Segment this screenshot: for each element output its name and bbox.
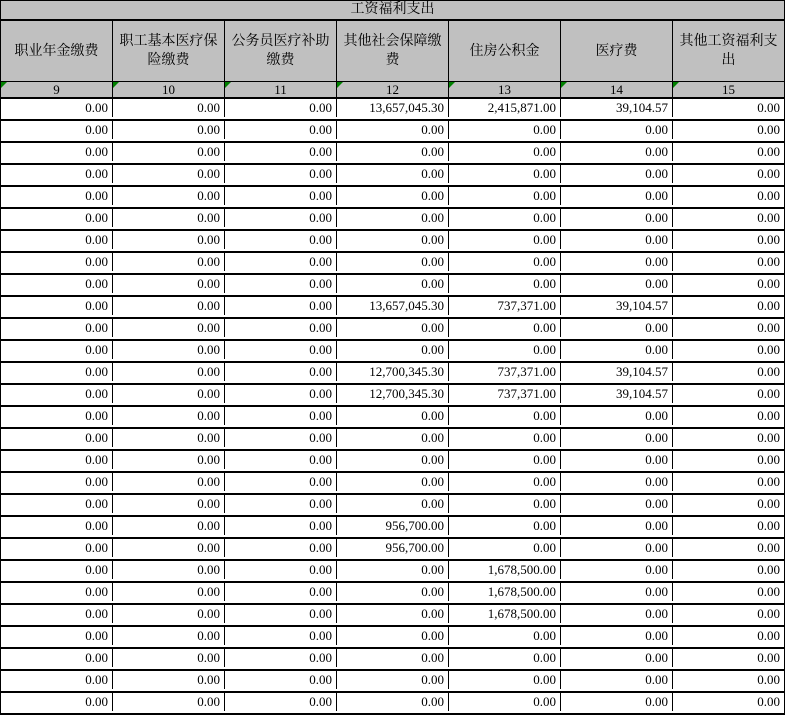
cell[interactable]: 0.00: [225, 143, 337, 161]
cell[interactable]: 0.00: [561, 539, 673, 557]
cell[interactable]: 0.00: [1, 671, 113, 689]
cell[interactable]: 0.00: [561, 275, 673, 293]
cell[interactable]: 39,104.57: [561, 99, 673, 117]
cell[interactable]: 0.00: [673, 605, 784, 623]
column-number-label: 13: [498, 82, 511, 97]
cell[interactable]: 0.00: [673, 341, 784, 359]
column-number-label: 12: [386, 82, 399, 97]
table-row: [1, 209, 784, 231]
cell[interactable]: 0.00: [113, 407, 225, 425]
cell[interactable]: 0.00: [337, 231, 449, 249]
cell[interactable]: 0.00: [561, 121, 673, 139]
cell[interactable]: 0.00: [673, 209, 784, 227]
cell[interactable]: 0.00: [449, 143, 561, 161]
table-row: [1, 363, 784, 385]
cell[interactable]: 0.00: [449, 341, 561, 359]
cell[interactable]: 0.00: [1, 429, 113, 447]
cell[interactable]: 0.00: [1, 539, 113, 557]
cell[interactable]: 0.00: [449, 253, 561, 271]
cell[interactable]: 0.00: [225, 341, 337, 359]
cell[interactable]: 0.00: [337, 583, 449, 601]
cell[interactable]: 0.00: [673, 297, 784, 315]
cell[interactable]: 0.00: [225, 671, 337, 689]
cell[interactable]: 0.00: [113, 539, 225, 557]
cell[interactable]: 0.00: [673, 583, 784, 601]
table-row: [1, 231, 784, 253]
cell[interactable]: 0.00: [561, 429, 673, 447]
table-row: [1, 627, 784, 649]
cell[interactable]: 0.00: [561, 319, 673, 337]
cell[interactable]: 0.00: [113, 605, 225, 623]
cell[interactable]: 0.00: [673, 363, 784, 381]
cell[interactable]: 0.00: [337, 429, 449, 447]
table-row: [1, 319, 784, 341]
cell[interactable]: 0.00: [561, 451, 673, 469]
cell[interactable]: 0.00: [225, 121, 337, 139]
cell[interactable]: 0.00: [673, 143, 784, 161]
cell[interactable]: 0.00: [561, 473, 673, 491]
cell[interactable]: 0.00: [225, 429, 337, 447]
table-row: [1, 649, 784, 671]
cell[interactable]: 0.00: [113, 517, 225, 535]
cell[interactable]: 0.00: [337, 451, 449, 469]
cell[interactable]: 0.00: [337, 121, 449, 139]
cell[interactable]: 0.00: [673, 649, 784, 667]
table-row: [1, 121, 784, 143]
cell[interactable]: 0.00: [113, 297, 225, 315]
table-row: [1, 297, 784, 319]
cell[interactable]: 0.00: [673, 517, 784, 535]
cell[interactable]: 0.00: [1, 253, 113, 271]
table-row: [1, 605, 784, 627]
cell[interactable]: 0.00: [113, 429, 225, 447]
table-row: [1, 539, 784, 561]
cell[interactable]: 0.00: [113, 363, 225, 381]
column-header-label: 公务员医疗补助缴费: [231, 34, 330, 68]
column-header-6[interactable]: [561, 21, 673, 81]
table-row: [1, 517, 784, 539]
cell[interactable]: 13,657,045.30: [337, 297, 449, 315]
cell[interactable]: 0.00: [561, 253, 673, 271]
cell[interactable]: 0.00: [337, 187, 449, 205]
cell[interactable]: 0.00: [1, 143, 113, 161]
cell-flag-triangle-icon: [673, 82, 679, 88]
cell[interactable]: 0.00: [673, 451, 784, 469]
cell[interactable]: 1,678,500.00: [449, 583, 561, 601]
column-number-row: [1, 82, 784, 99]
cell[interactable]: 0.00: [113, 209, 225, 227]
cell[interactable]: 0.00: [673, 165, 784, 183]
cell[interactable]: 0.00: [337, 341, 449, 359]
cell[interactable]: 0.00: [449, 429, 561, 447]
column-header-2[interactable]: [113, 21, 225, 81]
column-number-label: 10: [162, 82, 175, 97]
cell[interactable]: 0.00: [225, 297, 337, 315]
cell[interactable]: 0.00: [225, 275, 337, 293]
cell[interactable]: 0.00: [113, 495, 225, 513]
cell[interactable]: 0.00: [449, 209, 561, 227]
cell[interactable]: 0.00: [113, 693, 225, 711]
column-header-label: 其他工资福利支出: [679, 34, 778, 68]
cell-flag-triangle-icon: [449, 82, 455, 88]
table-row: [1, 385, 784, 407]
cell[interactable]: 0.00: [1, 297, 113, 315]
cell[interactable]: 0.00: [561, 561, 673, 579]
cell[interactable]: 0.00: [673, 121, 784, 139]
cell[interactable]: 0.00: [1, 473, 113, 491]
cell[interactable]: 1,678,500.00: [449, 605, 561, 623]
column-number-label: 11: [274, 82, 287, 97]
column-header-1[interactable]: [1, 21, 113, 81]
cell[interactable]: 0.00: [561, 627, 673, 645]
cell[interactable]: 0.00: [225, 517, 337, 535]
table-row: [1, 671, 784, 693]
column-number-5[interactable]: [449, 82, 561, 97]
cell[interactable]: 0.00: [337, 143, 449, 161]
cell[interactable]: 13,657,045.30: [337, 99, 449, 117]
cell[interactable]: 0.00: [337, 275, 449, 293]
cell[interactable]: 0.00: [337, 319, 449, 337]
cell[interactable]: 0.00: [449, 165, 561, 183]
cell[interactable]: 0.00: [673, 473, 784, 491]
cell[interactable]: 737,371.00: [449, 363, 561, 381]
table-row: [1, 99, 784, 121]
column-header-label: 职业年金缴费: [14, 43, 99, 59]
cell[interactable]: 0.00: [673, 539, 784, 557]
cell[interactable]: 0.00: [673, 231, 784, 249]
cell[interactable]: 0.00: [337, 165, 449, 183]
cell[interactable]: 0.00: [113, 253, 225, 271]
cell[interactable]: 0.00: [673, 671, 784, 689]
cell[interactable]: 0.00: [449, 495, 561, 513]
cell[interactable]: 0.00: [337, 407, 449, 425]
cell[interactable]: 0.00: [449, 671, 561, 689]
cell[interactable]: 0.00: [225, 209, 337, 227]
cell[interactable]: 12,700,345.30: [337, 363, 449, 381]
cell[interactable]: 0.00: [449, 451, 561, 469]
cell[interactable]: 0.00: [113, 275, 225, 293]
cell[interactable]: 0.00: [673, 429, 784, 447]
cell[interactable]: 0.00: [225, 319, 337, 337]
cell[interactable]: 0.00: [225, 495, 337, 513]
cell[interactable]: 0.00: [1, 165, 113, 183]
table-row: [1, 165, 784, 187]
cell[interactable]: 39,104.57: [561, 297, 673, 315]
cell[interactable]: 0.00: [225, 473, 337, 491]
cell[interactable]: 0.00: [1, 495, 113, 513]
table-row: [1, 451, 784, 473]
cell[interactable]: 0.00: [225, 99, 337, 117]
column-header-3[interactable]: [225, 21, 337, 81]
cell[interactable]: 0.00: [1, 649, 113, 667]
cell[interactable]: 0.00: [113, 143, 225, 161]
cell[interactable]: 0.00: [113, 473, 225, 491]
cell[interactable]: 0.00: [337, 473, 449, 491]
table-row: [1, 275, 784, 297]
cell[interactable]: 0.00: [561, 649, 673, 667]
column-header-label: 其他社会保障缴费: [343, 34, 442, 68]
column-number-label: 15: [722, 82, 735, 97]
cell[interactable]: 0.00: [561, 165, 673, 183]
cell[interactable]: 0.00: [337, 693, 449, 711]
cell[interactable]: 0.00: [449, 231, 561, 249]
cell[interactable]: 0.00: [449, 319, 561, 337]
cell[interactable]: 0.00: [449, 627, 561, 645]
cell[interactable]: 0.00: [225, 407, 337, 425]
cell[interactable]: 0.00: [561, 231, 673, 249]
column-number-1[interactable]: [1, 82, 113, 97]
table-row: [1, 341, 784, 363]
cell[interactable]: 0.00: [113, 187, 225, 205]
cell[interactable]: 0.00: [1, 451, 113, 469]
cell[interactable]: 0.00: [449, 407, 561, 425]
cell[interactable]: 0.00: [449, 121, 561, 139]
cell[interactable]: 0.00: [113, 671, 225, 689]
cell[interactable]: 0.00: [225, 363, 337, 381]
cell[interactable]: 0.00: [113, 341, 225, 359]
cell[interactable]: 0.00: [337, 495, 449, 513]
column-number-label: 9: [53, 82, 60, 97]
cell[interactable]: 0.00: [225, 561, 337, 579]
table-row: [1, 495, 784, 517]
cell[interactable]: 0.00: [337, 209, 449, 227]
cell[interactable]: 0.00: [1, 319, 113, 337]
cell-flag-triangle-icon: [113, 82, 119, 88]
cell[interactable]: 737,371.00: [449, 385, 561, 403]
cell[interactable]: 0.00: [113, 121, 225, 139]
cell[interactable]: 956,700.00: [337, 539, 449, 557]
cell[interactable]: 0.00: [225, 187, 337, 205]
cell[interactable]: 0.00: [225, 627, 337, 645]
column-number-2[interactable]: [113, 82, 225, 97]
cell[interactable]: 0.00: [225, 385, 337, 403]
cell[interactable]: 0.00: [225, 165, 337, 183]
cell[interactable]: 0.00: [1, 187, 113, 205]
cell[interactable]: 0.00: [1, 231, 113, 249]
cell[interactable]: 0.00: [673, 627, 784, 645]
cell[interactable]: 0.00: [673, 495, 784, 513]
cell[interactable]: 0.00: [449, 539, 561, 557]
column-header-row: [1, 21, 784, 82]
cell[interactable]: 0.00: [1, 605, 113, 623]
cell[interactable]: 12,700,345.30: [337, 385, 449, 403]
cell[interactable]: 0.00: [673, 407, 784, 425]
cell[interactable]: 0.00: [225, 693, 337, 711]
cell[interactable]: 0.00: [113, 451, 225, 469]
column-header-label: 住房公积金: [469, 43, 540, 59]
cell[interactable]: 0.00: [113, 385, 225, 403]
cell[interactable]: 0.00: [673, 253, 784, 271]
cell[interactable]: 0.00: [561, 209, 673, 227]
cell[interactable]: 0.00: [673, 187, 784, 205]
cell[interactable]: 39,104.57: [561, 363, 673, 381]
cell[interactable]: 0.00: [1, 517, 113, 535]
cell-flag-triangle-icon: [337, 82, 343, 88]
cell[interactable]: 0.00: [337, 671, 449, 689]
cell[interactable]: 0.00: [1, 561, 113, 579]
cell[interactable]: 0.00: [1, 341, 113, 359]
table-row: [1, 187, 784, 209]
cell[interactable]: 0.00: [561, 143, 673, 161]
cell[interactable]: 2,415,871.00: [449, 99, 561, 117]
cell[interactable]: 0.00: [113, 231, 225, 249]
cell[interactable]: 0.00: [113, 627, 225, 645]
table-row: [1, 693, 784, 713]
cell-flag-triangle-icon: [225, 82, 231, 88]
cell[interactable]: 0.00: [561, 407, 673, 425]
cell[interactable]: 0.00: [1, 99, 113, 117]
column-header-label: 医疗费: [595, 43, 638, 59]
cell[interactable]: 0.00: [1, 407, 113, 425]
cell[interactable]: 0.00: [225, 649, 337, 667]
column-header-7[interactable]: [673, 21, 784, 81]
cell[interactable]: 39,104.57: [561, 385, 673, 403]
cell[interactable]: 0.00: [561, 605, 673, 623]
cell[interactable]: 0.00: [561, 495, 673, 513]
cell[interactable]: 0.00: [449, 275, 561, 293]
cell-flag-triangle-icon: [561, 82, 567, 88]
cell[interactable]: 0.00: [673, 385, 784, 403]
column-number-3[interactable]: [225, 82, 337, 97]
cell[interactable]: 0.00: [561, 517, 673, 535]
cell[interactable]: 0.00: [1, 627, 113, 645]
cell[interactable]: 0.00: [113, 649, 225, 667]
cell[interactable]: 0.00: [337, 253, 449, 271]
cell[interactable]: 0.00: [561, 583, 673, 601]
table-body: [1, 99, 784, 713]
cell[interactable]: 0.00: [673, 99, 784, 117]
cell[interactable]: 956,700.00: [337, 517, 449, 535]
cell[interactable]: 0.00: [673, 561, 784, 579]
cell[interactable]: 0.00: [225, 231, 337, 249]
cell[interactable]: 0.00: [561, 341, 673, 359]
cell[interactable]: 0.00: [1, 275, 113, 293]
table-title-cell[interactable]: 工资福利支出: [1, 1, 784, 21]
cell[interactable]: 0.00: [561, 671, 673, 689]
cell[interactable]: 0.00: [673, 319, 784, 337]
cell[interactable]: 0.00: [673, 275, 784, 293]
cell[interactable]: 0.00: [449, 473, 561, 491]
column-number-7[interactable]: [673, 82, 784, 97]
cell[interactable]: 0.00: [449, 517, 561, 535]
cell[interactable]: 0.00: [337, 627, 449, 645]
cell[interactable]: 0.00: [225, 539, 337, 557]
cell[interactable]: 0.00: [561, 693, 673, 711]
cell[interactable]: 0.00: [337, 605, 449, 623]
column-number-6[interactable]: [561, 82, 673, 97]
cell[interactable]: 1,678,500.00: [449, 561, 561, 579]
cell[interactable]: 0.00: [1, 121, 113, 139]
cell[interactable]: 0.00: [113, 583, 225, 601]
table-row: [1, 561, 784, 583]
cell[interactable]: 737,371.00: [449, 297, 561, 315]
cell[interactable]: 0.00: [113, 319, 225, 337]
cell[interactable]: 0.00: [113, 165, 225, 183]
column-number-4[interactable]: [337, 82, 449, 97]
column-header-5[interactable]: [449, 21, 561, 81]
cell-flag-triangle-icon: [1, 82, 7, 88]
table-row: [1, 429, 784, 451]
cell[interactable]: 0.00: [1, 583, 113, 601]
cell[interactable]: 0.00: [449, 693, 561, 711]
cell[interactable]: 0.00: [337, 561, 449, 579]
cell[interactable]: 0.00: [1, 693, 113, 711]
cell[interactable]: 0.00: [1, 385, 113, 403]
cell[interactable]: 0.00: [561, 187, 673, 205]
cell[interactable]: 0.00: [225, 253, 337, 271]
cell[interactable]: 0.00: [449, 187, 561, 205]
column-header-label: 职工基本医疗保险缴费: [119, 34, 218, 68]
cell[interactable]: 0.00: [673, 693, 784, 711]
cell[interactable]: 0.00: [225, 583, 337, 601]
cell[interactable]: 0.00: [113, 561, 225, 579]
cell[interactable]: 0.00: [225, 451, 337, 469]
column-number-label: 14: [610, 82, 623, 97]
table-row: [1, 253, 784, 275]
cell[interactable]: 0.00: [337, 649, 449, 667]
cell[interactable]: 0.00: [449, 649, 561, 667]
table-row: [1, 143, 784, 165]
table-row: [1, 583, 784, 605]
cell[interactable]: 0.00: [1, 363, 113, 381]
cell[interactable]: 0.00: [1, 209, 113, 227]
cell[interactable]: 0.00: [113, 99, 225, 117]
table-row: [1, 473, 784, 495]
column-header-4[interactable]: [337, 21, 449, 81]
table-row: [1, 407, 784, 429]
cell[interactable]: 0.00: [225, 605, 337, 623]
